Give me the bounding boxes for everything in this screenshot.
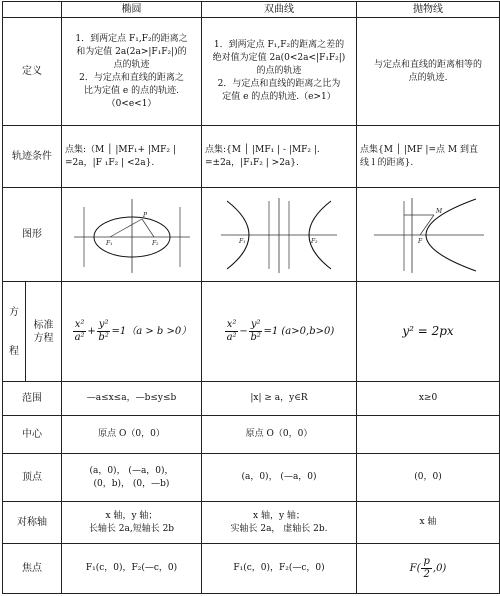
figure-label: 图形 bbox=[3, 188, 62, 282]
parab-focus-tail: ,0) bbox=[432, 563, 447, 574]
hyperbola-focus: F₁(c，0)，F₂(—c，0) bbox=[202, 544, 357, 594]
parabola-equation: y² = 2px bbox=[357, 282, 500, 382]
ellipse-plus: + bbox=[87, 326, 96, 337]
axis-row bbox=[3, 502, 500, 544]
figure-row bbox=[3, 188, 500, 282]
ellipse-rhs: =1（a > b >0） bbox=[111, 326, 192, 337]
hyperbola-figure-cell bbox=[202, 188, 357, 282]
hyper-def-line-3: 的点的轨迹 bbox=[256, 66, 302, 76]
equation-outer-bottom: 程 bbox=[9, 345, 19, 357]
ellipse-definition bbox=[62, 18, 202, 126]
ellipse-locus-line-1: 点集:（M │ |MF₁+ |MF₂ | bbox=[65, 144, 176, 155]
ellipse-focus-f2: F₂ bbox=[151, 239, 159, 247]
hyper-def-line-5: 定值 e 的点的轨迹.（e>1） bbox=[222, 92, 336, 102]
parab-focus-frac: $\frac{p}{2}$ bbox=[423, 556, 430, 580]
equation-outer-top: 方 bbox=[9, 306, 19, 318]
conic-sections-table bbox=[2, 1, 500, 594]
hyper-def-line-2: 绝对值为定值 2a(0<2a<|F₁F₂|) bbox=[212, 53, 346, 63]
parabola-figure bbox=[366, 195, 490, 275]
hyperbola-locus bbox=[202, 126, 357, 188]
ellipse-frac-x: $\frac{\text{x²}}{\text{a²}}$ bbox=[74, 319, 85, 343]
hyper-frac-y: $\frac{\text{y²}}{\text{b²}}$ bbox=[250, 319, 261, 343]
vertex-row bbox=[3, 454, 500, 502]
parab-point-m: M bbox=[436, 207, 443, 215]
ellipse-figure bbox=[70, 195, 194, 275]
ellipse-figure-cell bbox=[62, 188, 202, 282]
focus-label: 焦点 bbox=[3, 544, 62, 594]
equation-inner-line-1: 标准 bbox=[33, 319, 54, 331]
ellipse-point-p: P bbox=[142, 211, 147, 219]
hyper-axis-line-1: x 轴，y 轴； bbox=[253, 510, 305, 521]
hyper-axis-line-2: 实轴长 2a， 虚轴长 2b. bbox=[230, 523, 328, 534]
equation-inner-label bbox=[26, 282, 62, 382]
ellipse-equation bbox=[62, 282, 202, 382]
parabola-definition bbox=[357, 18, 500, 126]
ellipse-def-line-4: 2．与定点和直线的距离之 bbox=[79, 72, 184, 83]
focus-row bbox=[3, 544, 500, 594]
parabola-vertex: (0，0) bbox=[357, 454, 500, 502]
ellipse-def-line-5: 比为定值 e 的点的轨迹. bbox=[84, 85, 179, 96]
header-ellipse: 椭圆 bbox=[62, 2, 202, 18]
parab-focus-f: F bbox=[418, 237, 423, 245]
ellipse-def-line-3: 点的轨迹 bbox=[113, 59, 150, 70]
equation-inner-line-2: 方程 bbox=[33, 332, 54, 344]
locus-row bbox=[3, 126, 500, 188]
hyper-locus-line-2: =±2a，|F₁F₂ | >2a}. bbox=[205, 157, 299, 168]
ellipse-axis bbox=[62, 502, 202, 544]
hyper-def-line-4: 2．与定点和直线的距离之比为 bbox=[217, 79, 341, 89]
parab-locus-line-1: 点集{M │ |MF |=点 M 到直 bbox=[360, 144, 478, 155]
ellipse-focus-f1: F₁ bbox=[105, 239, 113, 247]
ellipse-locus bbox=[62, 126, 202, 188]
hyper-rhs: =1 (a>0,b>0) bbox=[263, 326, 335, 337]
ellipse-axis-line-1: x 轴，y 轴； bbox=[105, 510, 158, 521]
ellipse-focal-line-2 bbox=[142, 219, 154, 237]
locus-label: 轨迹条件 bbox=[3, 126, 62, 188]
hyper-focus-f1: F₁ bbox=[239, 237, 246, 245]
ellipse-axis-line-2: 长轴长 2a,短轴长 2b bbox=[88, 523, 175, 534]
hyper-def-line-1: 1．到两定点 F₁,F₂的距离之差的 bbox=[213, 40, 345, 50]
parab-locus-line-2: 线 l 的距离}. bbox=[360, 157, 414, 168]
hyper-focus-f2: F₂ bbox=[311, 237, 318, 245]
parabola-center bbox=[357, 416, 500, 454]
parabola-locus bbox=[357, 126, 500, 188]
hyperbola-vertex: (a，0)， (—a，0) bbox=[202, 454, 357, 502]
ellipse-def-line-6: （0<e<1） bbox=[106, 98, 157, 109]
hyperbola-axis bbox=[202, 502, 357, 544]
range-label: 范围 bbox=[3, 382, 62, 416]
equation-outer-label bbox=[3, 282, 26, 382]
ellipse-vertex-line-2: (0，b)， (0，—b) bbox=[93, 478, 170, 489]
ellipse-vertex bbox=[62, 454, 202, 502]
header-parabola: 抛物线 bbox=[357, 2, 500, 18]
parabola-range: x≥0 bbox=[357, 382, 500, 416]
hyperbola-figure bbox=[217, 195, 341, 275]
axis-label: 对称轴 bbox=[3, 502, 62, 544]
header-corner bbox=[3, 2, 62, 18]
hyperbola-equation bbox=[202, 282, 357, 382]
hyper-minus: − bbox=[239, 326, 248, 337]
parab-def-line-1: 与定点和直线的距离相等的 bbox=[373, 59, 482, 70]
parabola-figure-cell bbox=[357, 188, 500, 282]
header-row bbox=[3, 2, 500, 18]
ellipse-frac-y: $\frac{\text{y²}}{\text{b²}}$ bbox=[98, 319, 109, 343]
ellipse-center: 原点 O（0，0） bbox=[62, 416, 202, 454]
ellipse-locus-line-2: =2a，|F ₁F₂ | <2a}. bbox=[65, 157, 155, 168]
hyperbola-range: |x| ≥ a，y∈R bbox=[202, 382, 357, 416]
ellipse-range: —a≤x≤a，—b≤y≤b bbox=[62, 382, 202, 416]
hyperbola-definition bbox=[202, 18, 357, 126]
parab-focus-prefix: F( bbox=[409, 563, 421, 574]
parab-def-line-2: 点的轨迹. bbox=[408, 72, 448, 83]
parabola-focus bbox=[357, 544, 500, 594]
definition-label: 定义 bbox=[3, 18, 62, 126]
ellipse-focus: F₁(c，0)，F₂(—c，0) bbox=[62, 544, 202, 594]
header-hyperbola: 双曲线 bbox=[202, 2, 357, 18]
equation-row bbox=[3, 282, 500, 382]
range-row bbox=[3, 382, 500, 416]
parab-focal-line bbox=[420, 215, 434, 235]
ellipse-vertex-line-1: (a，0)， (—a，0)， bbox=[89, 465, 174, 476]
hyperbola-center: 原点 O（0，0） bbox=[202, 416, 357, 454]
hyper-locus-line-1: 点集:{M │ |MF₁ | - |MF₂ |. bbox=[205, 144, 320, 155]
ellipse-focal-line-1 bbox=[110, 219, 142, 237]
hyper-frac-x: $\frac{\text{x²}}{\text{a²}}$ bbox=[226, 319, 237, 343]
vertex-label: 顶点 bbox=[3, 454, 62, 502]
ellipse-def-line-2: 和为定值 2a(2a>|F₁F₂|)的 bbox=[76, 46, 187, 57]
ellipse-def-line-1: 1．到两定点 F₁,F₂的距离之 bbox=[75, 33, 188, 44]
definition-row bbox=[3, 18, 500, 126]
center-row bbox=[3, 416, 500, 454]
parabola-axis: x 轴 bbox=[357, 502, 500, 544]
center-label: 中心 bbox=[3, 416, 62, 454]
